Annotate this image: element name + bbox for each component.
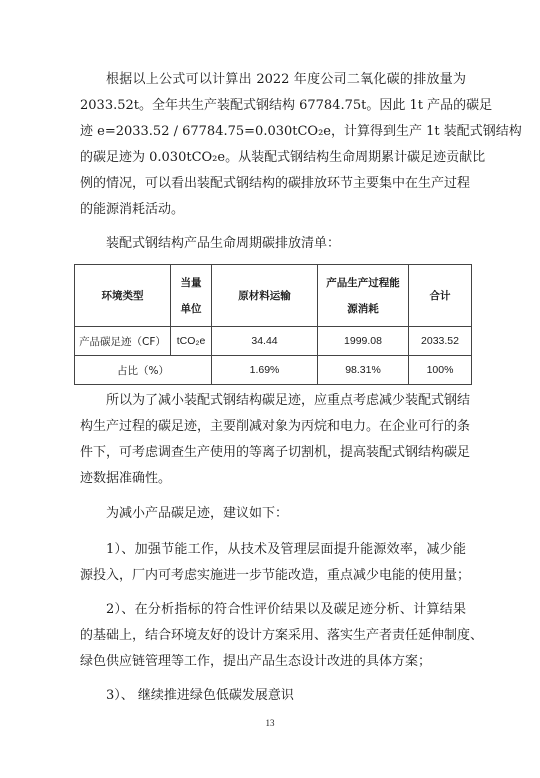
cell-cf-label: 产品碳足迹（CF） xyxy=(75,327,171,356)
page-number: 13 xyxy=(265,718,275,728)
table-caption: 装配式钢结构产品生命周期碳排放清单： xyxy=(106,236,341,251)
suggestion-2-line-1: 2）、在分析指标的符合性评价结果以及碳足迹分析、计算结果 xyxy=(106,602,466,617)
header-raw-transport: 原材料运输 xyxy=(212,265,318,327)
cell-cf-raw-transport: 34.44 xyxy=(212,327,318,356)
cell-ratio-total: 100% xyxy=(409,356,472,385)
paragraph2-line-2: 构生产过程的碳足迹，主要削减对象为丙烷和电力。在企业可行的条 xyxy=(80,419,471,434)
table-header-row xyxy=(75,265,472,327)
table-row-ratio xyxy=(75,356,472,385)
paragraph1-line-6: 的能源消耗活动。 xyxy=(80,202,185,217)
paragraph1-line-4: 的碳足迹为 0.030tCO₂e。从装配式钢结构生命周期累计碳足迹贡献比 xyxy=(80,150,486,165)
paragraph2-line-1: 所以为了减小装配式钢结构碳足迹，应重点考虑减少装配式钢结 xyxy=(106,393,471,408)
paragraph2-line-3: 件下，可考虑调查生产使用的等离子切割机，提高装配式钢结构碳足 xyxy=(80,445,471,460)
cell-cf-unit: tCO₂e xyxy=(171,327,212,356)
paragraph1-line-3: 迹 e=2033.52 / 67784.75=0.030tCO₂e，计算得到生产 1t 装配式钢结构 xyxy=(80,124,522,139)
header-unit-line1: 当量 xyxy=(180,276,202,289)
header-env-type: 环境类型 xyxy=(75,265,171,327)
cell-cf-production: 1999.08 xyxy=(318,327,409,356)
carbon-emission-table xyxy=(74,264,472,385)
suggestion-2-line-3: 绿色供应链管理等工作，提出产品生态设计改进的具体方案； xyxy=(80,654,432,669)
paragraph1-line-1: 根据以上公式可以计算出 2022 年度公司二氧化碳的排放量为 xyxy=(106,72,466,87)
header-production-line1: 产品生产过程能 xyxy=(326,276,400,289)
header-production xyxy=(318,265,409,327)
paragraph2-line-4: 迹数据准确性。 xyxy=(80,471,172,486)
cell-ratio-raw-transport: 1.69% xyxy=(212,356,318,385)
cell-cf-total: 2033.52 xyxy=(409,327,472,356)
cell-ratio-label: 占比（%） xyxy=(75,356,212,385)
suggestion-3: 3）、 继续推进绿色低碳发展意识 xyxy=(106,688,294,703)
suggestion-1-line-1: 1）、加强节能工作，从技术及管理层面提升能源效率，减少能 xyxy=(106,542,466,557)
paragraph1-line-5: 例的情况，可以看出装配式钢结构的碳排放环节主要集中在生产过程 xyxy=(80,176,471,191)
suggestion-2-line-2: 的基础上，结合环境友好的设计方案采用、落实生产者责任延伸制度、 xyxy=(80,628,484,643)
header-unit xyxy=(171,265,212,327)
header-total: 合计 xyxy=(409,265,472,327)
paragraph1-line-2: 2033.52t。全年共生产装配式钢结构 67784.75t。因此 1t 产品的碳足 xyxy=(80,98,493,113)
suggestion-1-line-2: 源投入，厂内可考虑实施进一步节能改造，重点减少电能的使用量； xyxy=(80,568,471,583)
cell-ratio-production: 98.31% xyxy=(318,356,409,385)
header-production-line2: 源消耗 xyxy=(347,302,379,315)
table-row-cf xyxy=(75,327,472,356)
header-unit-line2: 单位 xyxy=(180,302,202,315)
suggestions-intro: 为减小产品碳足迹，建议如下： xyxy=(106,506,289,521)
